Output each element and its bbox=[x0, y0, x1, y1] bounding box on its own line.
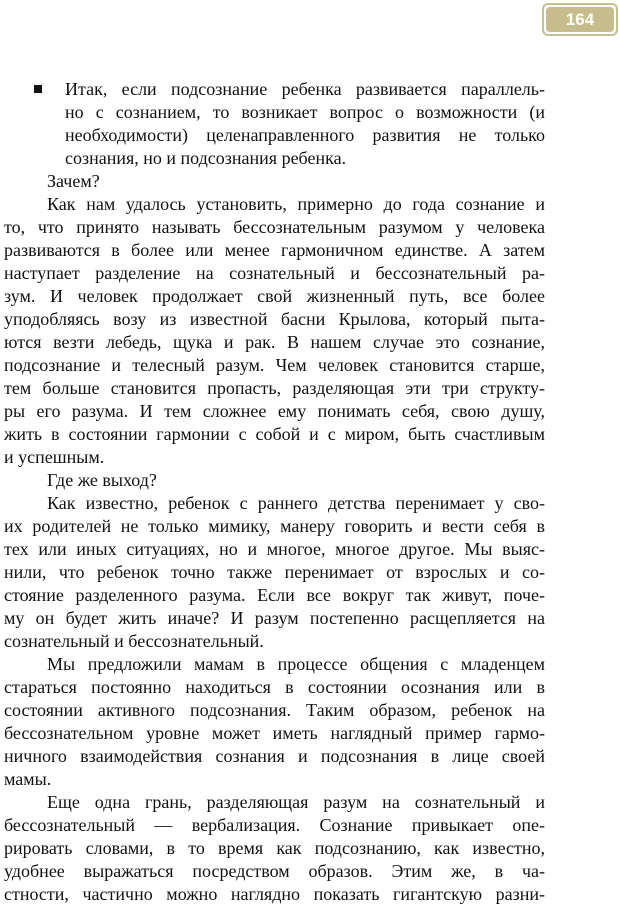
text-line: подсознание и телесный разум. Чем человек становится старше, bbox=[4, 355, 545, 375]
page-number-badge bbox=[542, 3, 618, 36]
text-line: Как нам удалось установить, примерно до года сознание и bbox=[47, 194, 545, 214]
text-line: бессознательный — вербализация. Сознание привыкает опе- bbox=[4, 815, 545, 835]
paragraph-4 bbox=[4, 791, 545, 906]
bullet-line: Итак, если подсознание ребенка развивается параллель- bbox=[65, 79, 545, 99]
bullet-line: но с сознанием, то возникает вопрос о возможности (и bbox=[65, 102, 545, 122]
text-line: сознательный и бессознательный. bbox=[4, 631, 264, 651]
text-line: состоянии активного подсознания. Таким образом, ребенок на bbox=[4, 700, 545, 720]
text-line: их родителей не только мимику, манеру говорить и вести себя в bbox=[4, 516, 545, 536]
paragraph-2 bbox=[4, 492, 545, 653]
text-line: стояние разделенного разума. Если все вокруг так живут, поче- bbox=[4, 585, 545, 605]
bullet-item bbox=[4, 78, 545, 170]
text-line: тех или иных ситуациях, но и многое, многое другое. Мы выяс- bbox=[4, 539, 545, 559]
text-line: стности, частично можно наглядно показать гигантскую разни- bbox=[4, 884, 545, 904]
question-2: Где же выход? bbox=[47, 470, 157, 490]
page-body bbox=[4, 78, 545, 906]
text-line: рировать словами, в то время как подсознанию, как известно, bbox=[4, 838, 545, 858]
text-line: и успешным. bbox=[4, 447, 105, 467]
page-number: 164 bbox=[546, 7, 614, 32]
text-line: тем больше становится пропасть, разделяющая эти три структу- bbox=[4, 378, 545, 398]
text-line: уподобляясь возу из известной басни Крылова, который пыта- bbox=[4, 309, 545, 329]
text-line: зум. И человек продолжает свой жизненный путь, все более bbox=[4, 286, 545, 306]
text-line: бессознательном уровне может иметь наглядный пример гармо- bbox=[4, 723, 545, 743]
text-line: удобнее выражаться посредством образов. Этим же, в ча- bbox=[4, 861, 545, 881]
text-line: развиваются в более или менее гармоничном единстве. А затем bbox=[4, 240, 545, 260]
bullet-line: сознания, но и подсознания ребенка. bbox=[65, 148, 347, 168]
text-line: то, что принято называть бессознательным разумом у человека bbox=[4, 217, 545, 237]
square-bullet-icon bbox=[34, 85, 42, 93]
text-line: жить в состоянии гармонии с собой и с миром, быть счастливым bbox=[4, 424, 545, 444]
text-line: Как известно, ребенок с раннего детства перенимает у сво- bbox=[47, 493, 545, 513]
question-1: Зачем? bbox=[47, 171, 100, 191]
bullet-line: необходимости) целенаправленного развития не только bbox=[65, 125, 545, 145]
text-line: мамы. bbox=[4, 769, 52, 789]
text-line: наступает разделение на сознательный и бессознательный ра- bbox=[4, 263, 545, 283]
text-line: ются везти лебедь, щука и рак. В нашем случае это сознание, bbox=[4, 332, 545, 352]
text-line: стараться постоянно находиться в состоянии осознания или в bbox=[4, 677, 545, 697]
text-line: нили, что ребенок точно также перенимает от взрослых и со- bbox=[4, 562, 545, 582]
text-line: му он будет жить иначе? И разум постепенно расщепляется на bbox=[4, 608, 545, 628]
text-line: ры его разума. И тем сложнее ему понимать себя, свою душу, bbox=[4, 401, 545, 421]
text-line: Еще одна грань, разделяющая разум на сознательный и bbox=[47, 792, 545, 812]
text-line: Мы предложили мамам в процессе общения с младенцем bbox=[47, 654, 545, 674]
paragraph-1 bbox=[4, 193, 545, 469]
paragraph-3 bbox=[4, 653, 545, 791]
text-line: ничного взаимодействия сознания и подсознания в лице своей bbox=[4, 746, 545, 766]
